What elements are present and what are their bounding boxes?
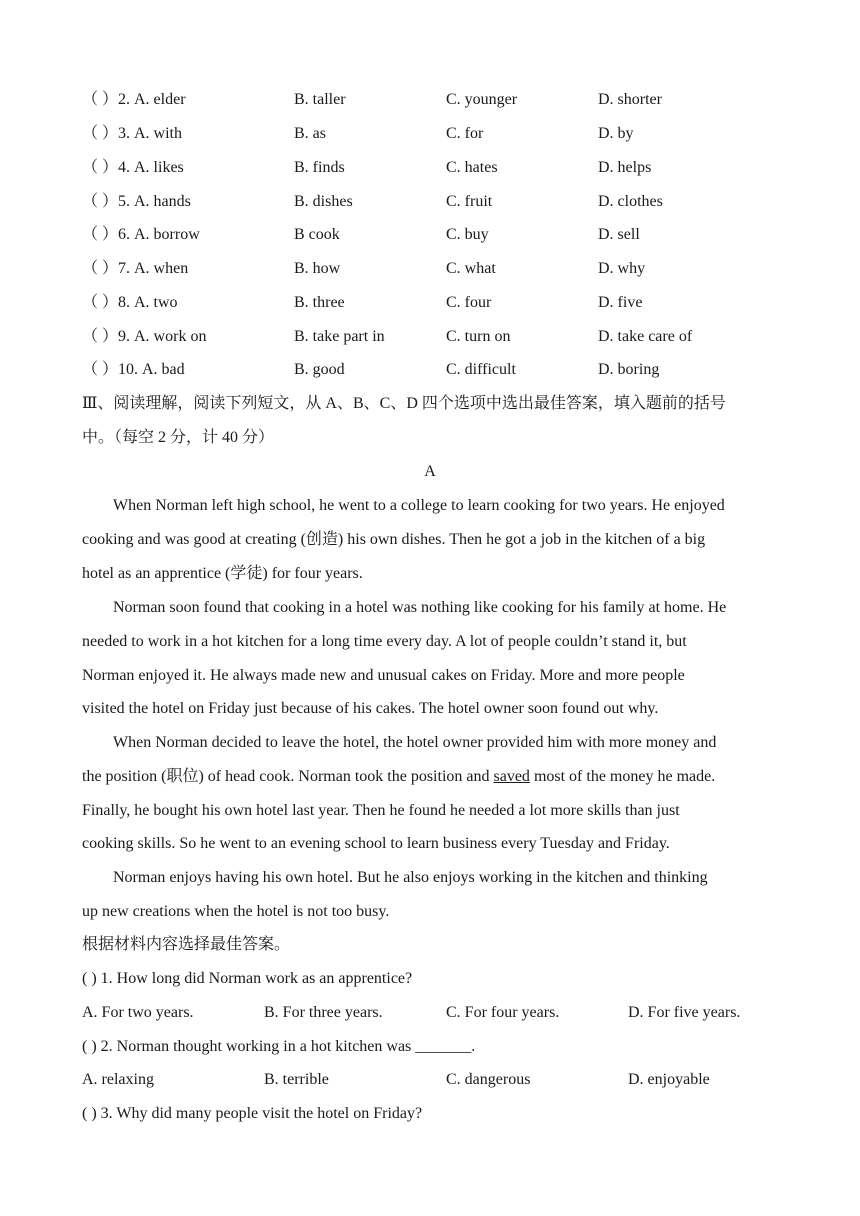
option-c: C. buy xyxy=(446,226,489,243)
option-d: D. take care of xyxy=(598,328,693,345)
cloze-row xyxy=(82,257,782,281)
question-2-options xyxy=(82,1068,782,1092)
section-heading-cont: 中。（每空 2 分，计 40 分） xyxy=(82,429,275,446)
option-a: （ ）8. A. two xyxy=(82,294,178,311)
option-a: （ ）10. A. bad xyxy=(82,361,185,378)
questions-intro: 根据材料内容选择最佳答案。 xyxy=(82,936,291,953)
option-a: （ ）5. A. hands xyxy=(82,193,191,210)
underlined-word: saved xyxy=(493,768,530,785)
option-d: D. by xyxy=(598,125,634,142)
option-d: D. sell xyxy=(598,226,640,243)
section-heading: Ⅲ、阅读理解，阅读下列短文，从 A、B、C、D 四个选项中选出最佳答案，填入题前的括号 xyxy=(82,395,726,412)
cloze-row xyxy=(82,122,782,146)
option-a: （ ）7. A. when xyxy=(82,260,189,277)
option-a: （ ）3. A. with xyxy=(82,125,183,142)
question-3: ( ) 3. Why did many people visit the hotel on Friday? xyxy=(82,1105,423,1122)
option-d: D. shorter xyxy=(598,91,662,108)
option-a: （ ）4. A. likes xyxy=(82,159,184,176)
passage-line: When Norman left high school, he went to a college to learn cooking for two years. He enjoyed xyxy=(113,497,725,514)
option-c: C. four xyxy=(446,294,492,311)
cloze-row xyxy=(82,88,782,112)
question-2: ( ) 2. Norman thought working in a hot kitchen was _______. xyxy=(82,1038,476,1055)
option-b: B. good xyxy=(294,361,345,378)
cloze-row xyxy=(82,190,782,214)
passage-line: up new creations when the hotel is not too busy. xyxy=(82,903,390,920)
option-d: D. enjoyable xyxy=(628,1071,710,1088)
question-1: ( ) 1. How long did Norman work as an apprentice? xyxy=(82,970,413,987)
cloze-row xyxy=(82,223,782,247)
option-b: B. terrible xyxy=(264,1071,329,1088)
option-d: D. why xyxy=(598,260,646,277)
option-b: B. as xyxy=(294,125,326,142)
passage-line: visited the hotel on Friday just because of his cakes. The hotel owner soon found out why. xyxy=(82,700,659,717)
option-b: B. how xyxy=(294,260,341,277)
option-c: C. hates xyxy=(446,159,498,176)
option-b: B. finds xyxy=(294,159,345,176)
passage-line: Norman enjoyed it. He always made new and unusual cakes on Friday. More and more people xyxy=(82,667,685,684)
option-c: C. what xyxy=(446,260,496,277)
option-b: B. three xyxy=(294,294,345,311)
option-c: C. For four years. xyxy=(446,1004,560,1021)
option-c: C. for xyxy=(446,125,484,142)
passage-line: Norman enjoys having his own hotel. But he also enjoys working in the kitchen and thinking xyxy=(113,869,708,886)
passage-line: hotel as an apprentice (学徒) for four years. xyxy=(82,565,363,582)
cloze-row xyxy=(82,358,782,382)
option-c: C. turn on xyxy=(446,328,511,345)
passage-text: the position (职位) of head cook. Norman took the position and xyxy=(82,768,494,785)
option-b: B. take part in xyxy=(294,328,385,345)
option-c: C. fruit xyxy=(446,193,493,210)
option-b: B. For three years. xyxy=(264,1004,383,1021)
cloze-row xyxy=(82,156,782,180)
option-a: A. For two years. xyxy=(82,1004,194,1021)
option-b: B cook xyxy=(294,226,340,243)
cloze-row xyxy=(82,325,782,349)
option-a: （ ）9. A. work on xyxy=(82,328,207,345)
option-d: D. boring xyxy=(598,361,660,378)
option-d: D. For five years. xyxy=(628,1004,741,1021)
option-c: C. dangerous xyxy=(446,1071,531,1088)
option-a: A. relaxing xyxy=(82,1071,154,1088)
passage-line: When Norman decided to leave the hotel, the hotel owner provided him with more money and xyxy=(113,734,717,751)
option-a: （ ）6. A. borrow xyxy=(82,226,200,243)
passage-label: A xyxy=(424,463,436,480)
option-d: D. five xyxy=(598,294,643,311)
option-d: D. clothes xyxy=(598,193,663,210)
passage-line: Finally, he bought his own hotel last year. Then he found he needed a lot more skills than just xyxy=(82,802,680,819)
passage-line: cooking and was good at creating (创造) his own dishes. Then he got a job in the kitchen of a big xyxy=(82,531,706,548)
option-b: B. dishes xyxy=(294,193,353,210)
option-d: D. helps xyxy=(598,159,652,176)
passage-text: most of the money he made. xyxy=(529,768,716,785)
passage-line: needed to work in a hot kitchen for a long time every day. A lot of people couldn’t stand it, but xyxy=(82,633,687,650)
passage-line: Norman soon found that cooking in a hotel was nothing like cooking for his family at home. He xyxy=(113,599,727,616)
passage-line xyxy=(82,765,715,789)
question-1-options xyxy=(82,1001,782,1025)
passage-line: cooking skills. So he went to an evening school to learn business every Tuesday and Friday. xyxy=(82,835,670,852)
option-c: C. younger xyxy=(446,91,518,108)
option-c: C. difficult xyxy=(446,361,516,378)
option-a: （ ）2. A. elder xyxy=(82,91,186,108)
option-b: B. taller xyxy=(294,91,346,108)
cloze-row xyxy=(82,291,782,315)
